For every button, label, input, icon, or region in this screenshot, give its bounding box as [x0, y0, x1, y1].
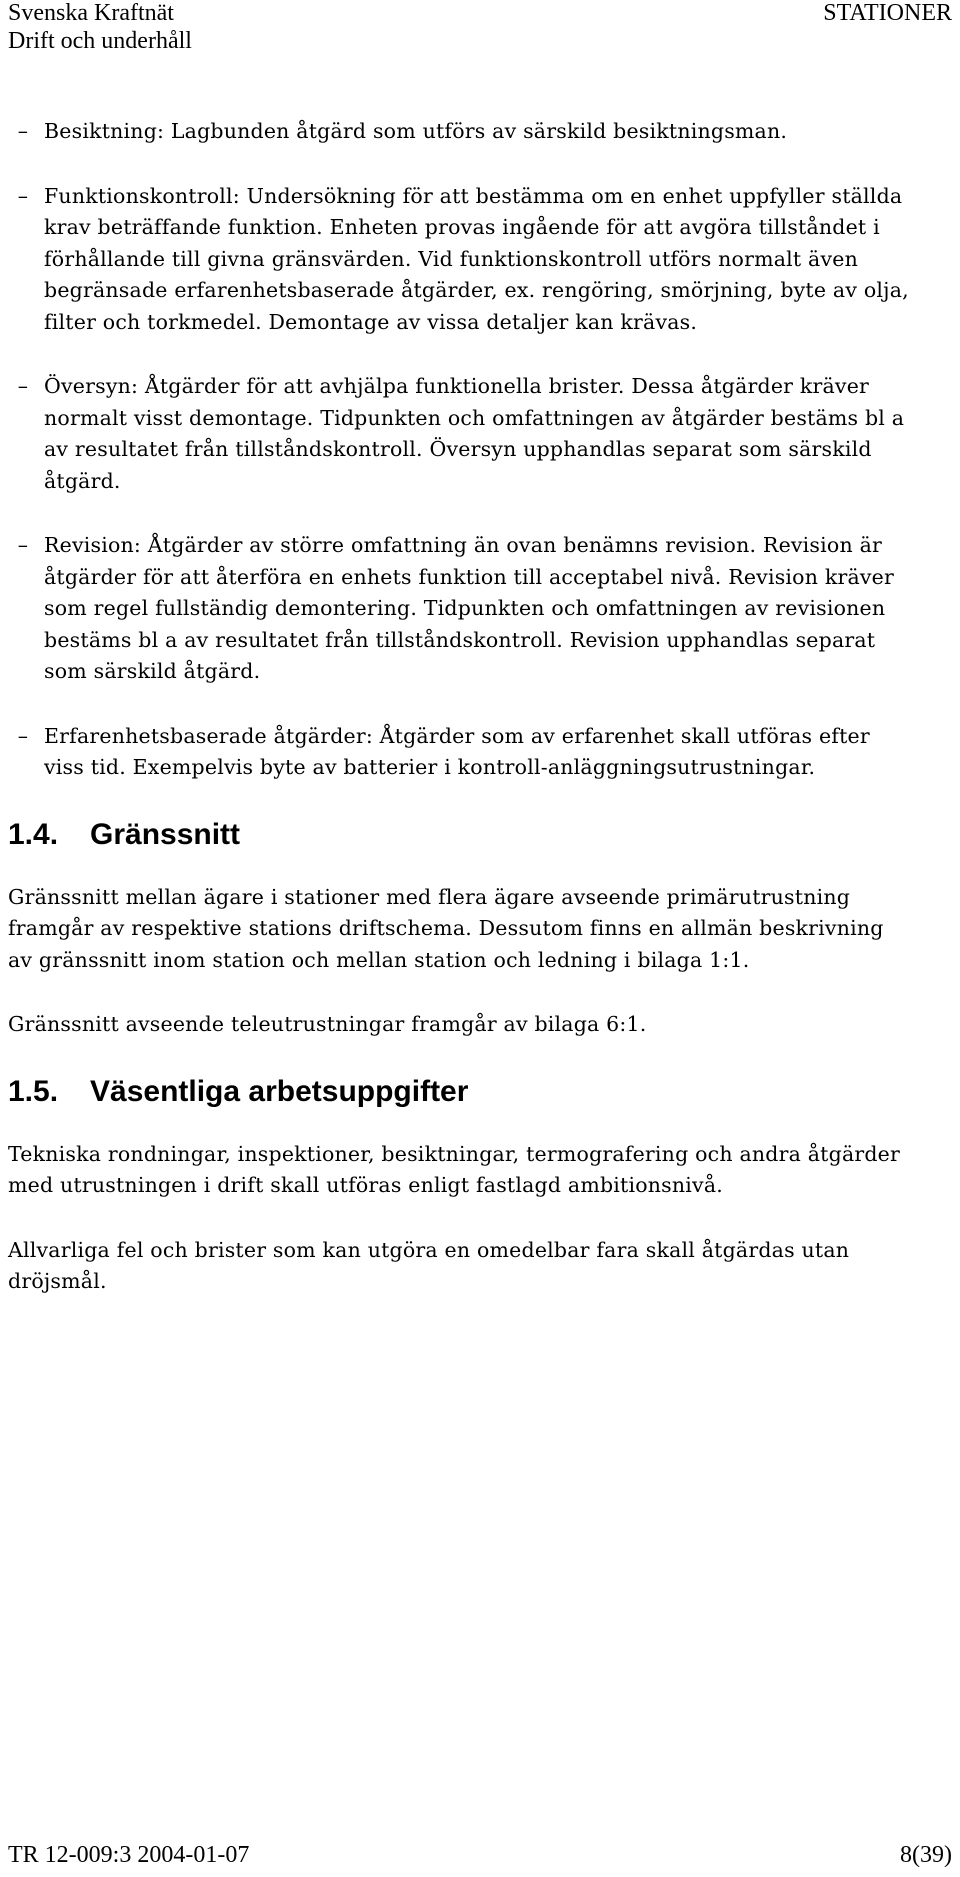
list-item-text: Funktionskontroll: Undersökning för att bestämma om en enhet uppfyller ställda krav beträffande funktion. Enheten provas ingående för att avgöra tillståndet i förhållande till givna gränsvärden. Vid funktionskontroll utförs normalt även begränsade erfarenhetsbaserade åtgärder, ex. rengöring, smörjning, byte av olja, filter och torkmedel. Demontage av vissa detaljer kan krävas.: [44, 183, 909, 334]
dash-bullet: –: [17, 183, 29, 208]
section-title: Väsentliga arbetsuppgifter: [90, 1074, 469, 1108]
section-number: 1.4.: [8, 817, 59, 851]
list-item-text: Besiktning: Lagbunden åtgärd som utförs av särskild besiktningsman.: [44, 119, 788, 143]
page-number: 8(39): [900, 1842, 952, 1868]
dash-bullet: –: [17, 723, 29, 748]
paragraph: Tekniska rondningar, inspektioner, besiktningar, termografering och andra åtgärder med utrustningen i drift skall utföras enligt fastlagd ambitionsnivå.: [8, 1141, 901, 1197]
list-item: [8, 530, 913, 688]
definition-list: [8, 116, 913, 784]
paragraph: Allvarliga fel och brister som kan utgöra en omedelbar fara skall åtgärdas utan dröjsmål.: [8, 1237, 850, 1293]
section-interfaces: [8, 817, 913, 1041]
dash-bullet: –: [17, 374, 29, 398]
list-item-text: Revision: Åtgärder av större omfattning än ovan benämns revision. Revision är åtgärder för att återföra en enhets funktion till acceptabel nivå. Revision kräver som regel fullständig demontering. Tidpunkten och omfattningen av revisionen bestäms bl a av resultatet från tillståndskontroll. Revision upphandlas separat som särskild åtgärd.: [44, 533, 895, 683]
paragraph: Gränssnitt avseende teleutrustningar framgår av bilaga 6:1.: [8, 1012, 647, 1036]
dash-bullet: –: [17, 533, 29, 557]
list-item: [8, 371, 913, 497]
section-heading: [8, 1074, 913, 1110]
header-subtitle: Drift och underhåll: [8, 28, 192, 54]
section-title: Gränssnitt: [90, 817, 241, 851]
section-heading: [8, 817, 913, 853]
section-number: 1.5.: [8, 1074, 59, 1108]
paragraph: Gränssnitt mellan ägare i stationer med flera ägare avseende primärutrustning framgår av respektive stations driftschema. Dessutom finns en allmän beskrivning av gränssnitt inom station och mellan station och ledning i bilaga 1:1.: [8, 884, 884, 972]
list-item: [8, 721, 913, 784]
list-item-text: Erfarenhetsbaserade åtgärder: Åtgärder som av erfarenhet skall utföras efter viss tid. Exempelvis byte av batterier i kontroll-anläggningsutrustningar.: [44, 723, 870, 779]
header-category: STATIONER: [823, 0, 952, 26]
list-item: [8, 116, 913, 148]
header-organization: Svenska Kraftnät: [8, 0, 174, 26]
section-essential-tasks: [8, 1074, 913, 1298]
dash-bullet: –: [17, 119, 29, 143]
document-reference: TR 12-009:3 2004-01-07: [8, 1842, 250, 1868]
list-item: [8, 181, 913, 339]
list-item-text: Översyn: Åtgärder för att avhjälpa funktionella brister. Dessa åtgärder kräver normalt visst demontage. Tidpunkten och omfattningen av åtgärder bestäms bl a av resultatet från tillståndskontroll. Översyn upphandlas separat som särskild åtgärd.: [44, 374, 905, 493]
document-body: [8, 116, 913, 1331]
